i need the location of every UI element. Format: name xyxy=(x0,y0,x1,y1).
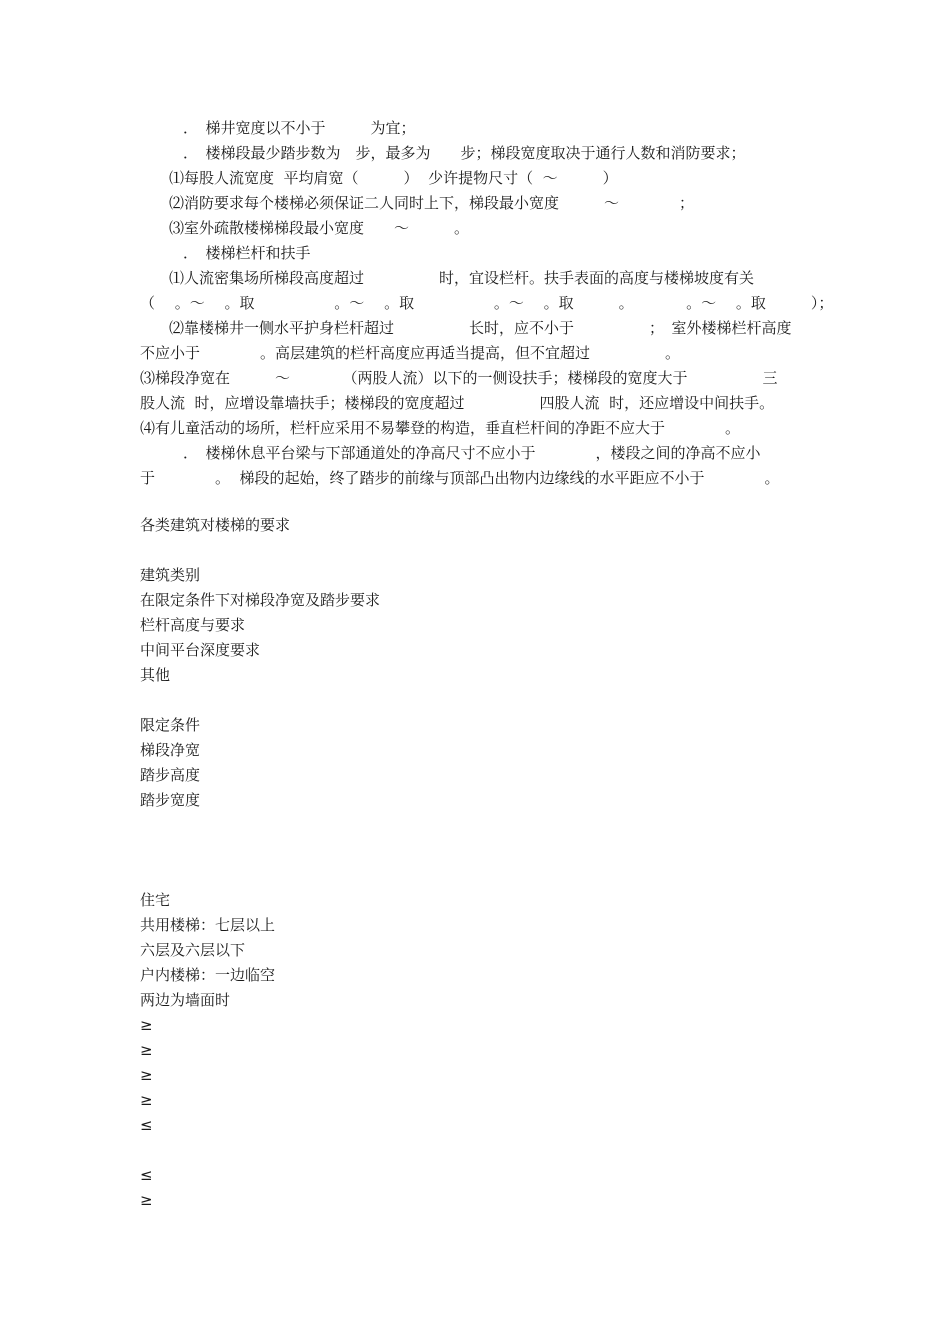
symbol-item: ≤ xyxy=(140,1116,153,1134)
paragraph-line: ⑶室外疏散楼梯梯段最小宽度 ～ 。 xyxy=(169,219,470,237)
symbol-item: ≤ xyxy=(140,1166,153,1184)
paragraph-line: （ 。～ 。取 。～ 。取 。～ 。取 。 。～ 。取 ）； xyxy=(140,294,834,312)
condition-item: 共用楼梯：七层以上 xyxy=(140,916,276,934)
paragraph-line: ⑶梯段净宽在 ～ （两股人流）以下的一侧设扶手；楼梯段的宽度大于 三 xyxy=(140,369,778,387)
paragraph-line: ． 梯井宽度以不小于 为宜； xyxy=(183,119,416,137)
paragraph-line: ⑴每股人流宽度 平均肩宽（ ） 少许提物尺寸（ ～ ） xyxy=(169,169,618,187)
table-header: 建筑类别 xyxy=(140,566,201,584)
table-header: 在限定条件下对梯段净宽及踏步要求 xyxy=(140,591,381,609)
symbol-item: ≥ xyxy=(140,1016,153,1034)
condition-item: 两边为墙面时 xyxy=(140,991,231,1009)
symbol-item: ≥ xyxy=(140,1191,153,1209)
paragraph-line: ⑴人流密集场所梯段高度超过 时，宜设栏杆。扶手表面的高度与楼梯坡度有关 xyxy=(169,269,755,287)
table-header: 栏杆高度与要求 xyxy=(140,616,246,634)
paragraph-line: ⑷有儿童活动的场所，栏杆应采用不易攀登的构造，垂直栏杆间的净距不应大于 。 xyxy=(140,419,741,437)
paragraph-line: 不应小于 。高层建筑的栏杆高度应再适当提高，但不宜超过 。 xyxy=(140,344,681,362)
table-header: 其他 xyxy=(140,666,171,684)
sub-header: 限定条件 xyxy=(140,716,201,734)
section-title-block xyxy=(140,513,290,538)
symbol-block xyxy=(140,1163,153,1213)
condition-item: 户内楼梯：一边临空 xyxy=(140,966,276,984)
sub-header: 踏步宽度 xyxy=(140,791,201,809)
paragraph-line: ． 楼梯栏杆和扶手 xyxy=(183,244,311,262)
paragraph-line: ⑵消防要求每个楼梯必须保证二人同时上下，梯段最小宽度 ～ ； xyxy=(169,194,695,212)
sub-header: 踏步高度 xyxy=(140,766,201,784)
section-title: 各类建筑对楼梯的要求 xyxy=(140,516,291,534)
symbol-item: ≥ xyxy=(140,1091,153,1109)
sub-headers xyxy=(140,713,200,813)
table-headers xyxy=(140,563,380,688)
sub-header: 梯段净宽 xyxy=(140,741,201,759)
symbol-item: ≥ xyxy=(140,1066,153,1084)
paragraph-line: ． 楼梯段最少踏步数为 步，最多为 步；梯段宽度取决于通行人数和消防要求； xyxy=(183,144,746,162)
paragraph-line: 于 。 梯段的起始，终了踏步的前缘与顶部凸出物内边缘线的水平距应不小于 。 xyxy=(140,469,780,487)
paragraph-line: ． 楼梯休息平台梁与下部通道处的净高尺寸不应小于 ，楼段之间的净高不应小 xyxy=(183,444,761,462)
paragraph-line: 股人流 时，应增设靠墙扶手；楼梯段的宽度超过 四股人流 时，还应增设中间扶手。 xyxy=(140,394,775,412)
paragraph-line: ⑵靠楼梯井一侧水平护身栏杆超过 长时，应不小于 ； 室外楼梯栏杆高度 xyxy=(169,319,792,337)
category-block xyxy=(140,888,275,1138)
category-label: 住宅 xyxy=(140,891,171,909)
table-header: 中间平台深度要求 xyxy=(140,641,261,659)
condition-item: 六层及六层以下 xyxy=(140,941,246,959)
symbol-item: ≥ xyxy=(140,1041,153,1059)
